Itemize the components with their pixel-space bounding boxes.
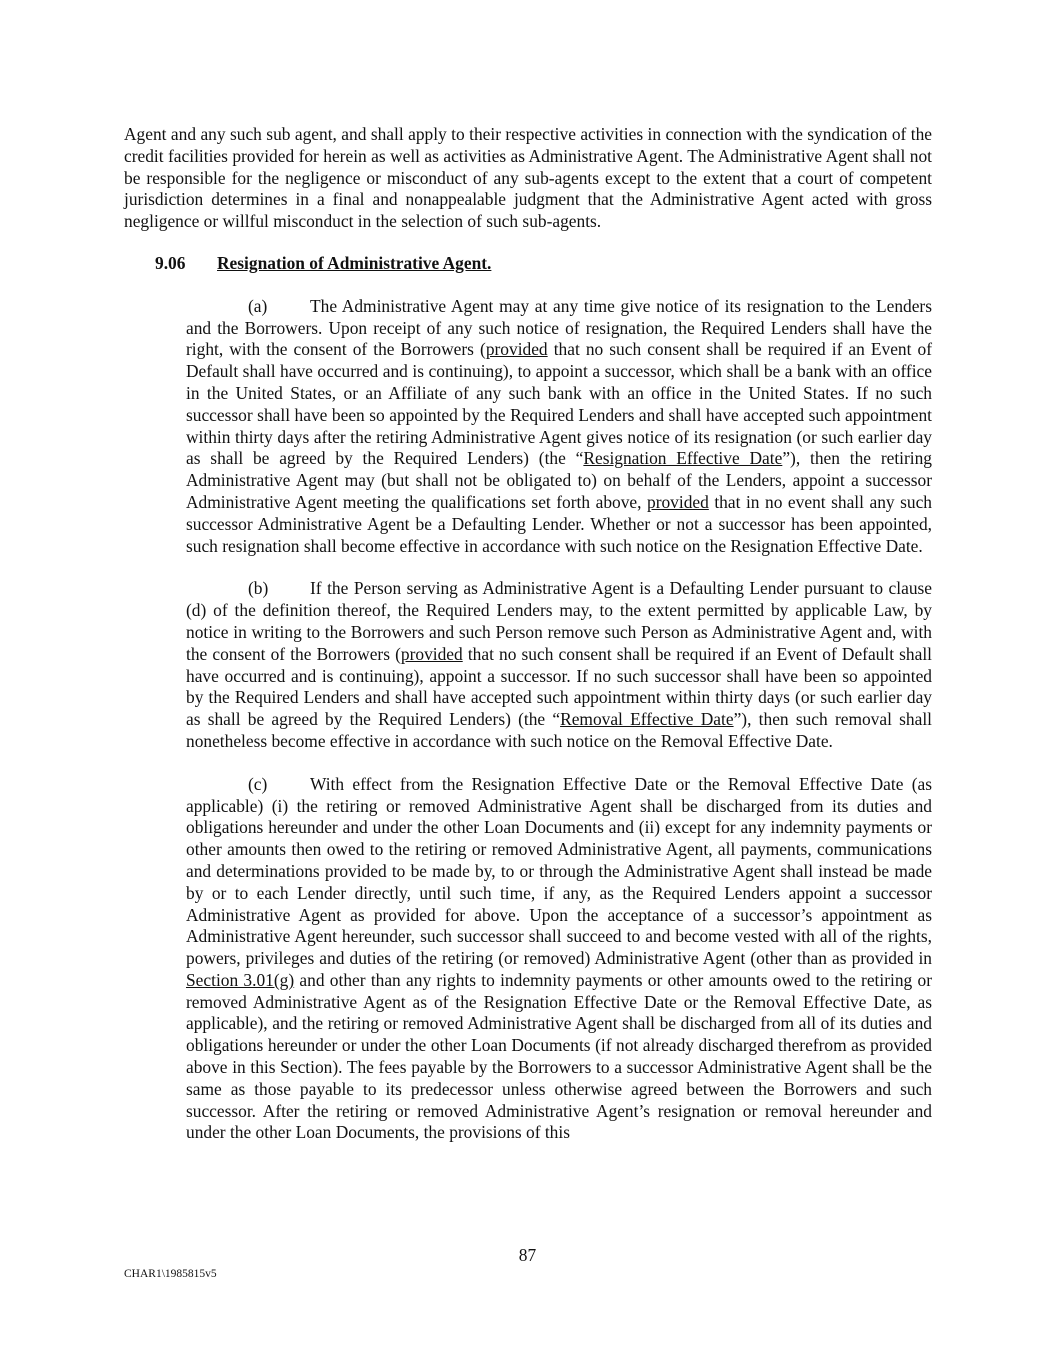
- clause-b-provided: provided: [400, 643, 463, 664]
- intro-paragraph: Agent and any such sub agent, and shall apply to their respective activities in connection with the syndication of the credit facilities provided for herein as well as activities as Administrative Agent. The Administrative Agent shall not be responsible for the negligence or misconduct of any sub-agents except to the extent that a court of competent jurisdiction determines in a final and nonappealable judgment that the Administrative Agent acted with gross negligence or willful misconduct in the selection of such sub-agents.: [124, 124, 932, 232]
- section-title: Resignation of Administrative Agent.: [217, 252, 492, 273]
- removal-effective-date-term: Removal Effective Date: [560, 709, 734, 730]
- clause-c: [186, 774, 932, 1145]
- clause-a-text: The Administrative Agent may at any time give notice of its resignation to the Lenders and the Borrowers. Upon receipt of any such notice of resignation, the Required Lenders shall have the right, with the consent of the Borrowers (: [186, 295, 932, 360]
- clause-c-label: (c): [248, 773, 268, 794]
- section-number: 9.06: [155, 252, 186, 273]
- clause-a-provided: provided: [647, 491, 709, 512]
- clause-a-label: (a): [248, 295, 268, 316]
- clause-c-text: With effect from the Resignation Effective Date or the Removal Effective Date (as applicable) (i) the retiring or removed Administrative Agent shall be discharged from its duties and obligations hereunder and under the other Loan Documents and (ii) except for any indemnity payments or other amounts then owed to the retiring or removed Administrative Agent, all payments, communications and determinations provided to be made by, to or through the Administrative Agent shall instead be made by or to each Lender directly, until such time, if any, as the Required Lenders appoint a successor Administrative Agent as provided for above. Upon the acceptance of a successor’s appointment as Administrative Agent hereunder, such successor shall succeed to and become vested with all of the rights, powers, privileges and duties of the retiring (or removed) Administrative Agent (other than as provided in: [186, 773, 932, 969]
- clause-a: [186, 296, 932, 558]
- clause-b: [186, 578, 932, 752]
- document-id: CHAR1\1985815v5: [124, 1268, 217, 1280]
- section-cross-reference: Section 3.01(g): [186, 969, 295, 990]
- document-body: [124, 124, 932, 1144]
- clause-a-text: that in no event shall any such successor Administrative Agent be a Defaulting Lender. Whether or not a successor has been appointed, such resignation shall become effective in accordance with such notice on the Resignation Effective Date.: [186, 491, 933, 556]
- clause-b-text: If the Person serving as Administrative Agent is a Defaulting Lender pursuant to clause (d) of the definition thereof, the Required Lenders may, to the extent permitted by applicable Law, by notice in writing to the Borrowers and such Person remove such Person as Administrative Agent and, with the consent of the Borrowers (: [186, 578, 932, 664]
- clause-a-text: that no such consent shall be required if an Event of Default shall have occurred and is continuing), to appoint a successor, which shall be a bank with an office in the United States, or an Affiliate of any such bank with an office in the United States. If no such successor shall have been so appointed by the Required Lenders and shall have accepted such appointment within thirty days after the retiring Administrative Agent gives notice of its resignation (or such earlier day as shall be agreed by the Required Lenders) (the “: [186, 339, 932, 469]
- clause-b-text: ”), then such removal shall nonetheless become effective in accordance with such notice on the Removal Effective Date.: [186, 709, 932, 751]
- clause-b-text: that no such consent shall be required if an Event of Default shall have occurred and is continuing), appoint a successor. If no such successor shall have been so appointed by the Required Lenders and shall have accepted such appointment within thirty days (or such earlier day as shall be agreed by the Required Lenders) (the “: [186, 643, 932, 730]
- resignation-effective-date-term: Resignation Effective Date: [583, 448, 783, 469]
- clause-a-text: ”), then the retiring Administrative Agent may (but shall not be obligated to) on behalf of the Lenders, appoint a successor Administrative Agent meeting the qualifications set forth above,: [186, 448, 933, 512]
- clause-b-label: (b): [248, 578, 269, 599]
- page-number: 87: [518, 1245, 537, 1265]
- clause-c-text: and other than any rights to indemnity payments or other amounts owed to the retiring or removed Administrative Agent as of the Resignation Effective Date or the Removal Effective Date, as applicable), and the retiring or removed Administrative Agent shall be discharged from all of its duties and obligations hereunder or under the other Loan Documents (if not already discharged therefrom as provided above in this Section). The fees payable by the Borrowers to a successor Administrative Agent shall be the same as those payable to its predecessor unless otherwise agreed between the Borrowers and such successor. After the retiring or removed Administrative Agent’s resignation or removal hereunder and under the other Loan Documents, the provisions of this: [186, 969, 932, 1143]
- clause-a-provided: provided: [485, 339, 548, 360]
- section-heading: [124, 253, 932, 275]
